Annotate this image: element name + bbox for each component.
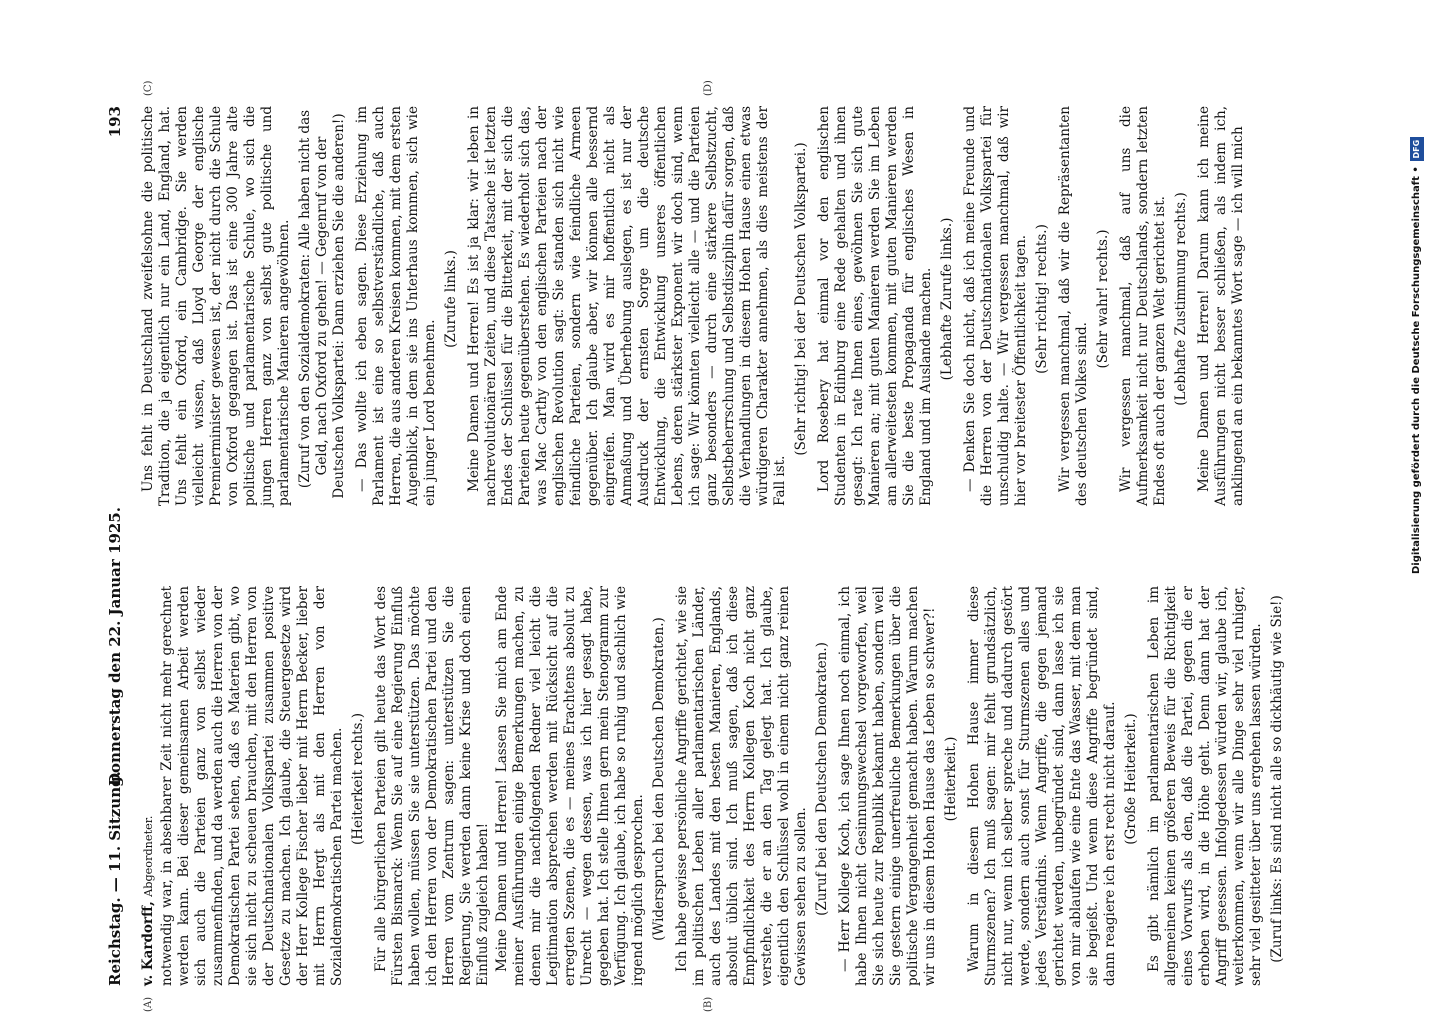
scanned-page — [100, 80, 1285, 1012]
paragraph: Für alle bürgerlichen Parteien gilt heute das Wort des Fürsten Bismarck: Wenn Sie auf eine Regierung Einfluß haben wollen, müssen Sie sie unterstützen. Das möchte ich den Herren von der Demokratischen Partei und den Herren vom Zentrum sagen: unterstützen Sie die Regierung, Sie werden dann keine Krise und doch einen Einfluß zugleich haben! — [373, 586, 491, 986]
paragraph: Wir vergessen manchmal, daß auf uns die Aufmerksamkeit nicht nur Deutschlands, sondern letzten Endes oft auch der ganzen Welt gerichtet ist. — [1118, 106, 1168, 506]
marginal-d: (D) — [703, 80, 714, 96]
paragraph: — Das wollte ich eben sagen. Diese Erziehung im Parlament ist eine so selbstverständliche, daß auch Herren, die aus anderen Kreisen kommen, mit dem ersten Augenblick, in dem sie ins Unterhaus kommen, sich wie ein junger Lord benehmen. — [354, 106, 438, 506]
paragraph: — Herr Kollege Koch, ich sage Ihnen noch einmal, ich habe Ihnen nicht Gesinnungswechsel vorgeworfen, weil Sie sich heute zur Republik bekannt haben, sondern weil Sie gestern einige unerfreuliche Bemerkungen über die politische Vergangenheit gemacht haben. Warum machen wir uns in diesem Hohen Hause das Leben so schwer?! — [837, 586, 938, 986]
interjection: (Widerspruch bei den Deutschen Demokraten.) — [651, 617, 667, 941]
page-header — [100, 106, 130, 986]
marginal-c: (C) — [143, 80, 154, 96]
paragraph: notwendig war, in absehbarer Zeit nicht mehr gerechnet werden kann. Bei dieser gemeinsamen Arbeit werden sich auch die Parteien ganz von selbst wieder zusammenfinden, und da werden auch die Herren von der Demokratischen Partei sehen, daß es Materien gibt, wo sie sich nicht zu scheuen brauchen, mit den Herren von der Deutschnationalen Volkspartei zusammen positive Gesetze zu machen. Ich glaube, die Steuergesetze wird der Herr Kollege Fischer lieber mit Herrn Becker, lieber mit Herrn Hergt als mit den Herren von der Sozialdemokratischen Partei machen. — [159, 586, 345, 986]
dfg-sidebar — [1404, 10, 1434, 990]
paragraph: Uns fehlt in Deutschland zweifelsohne die politische Tradition, die ja eigentlich nur ein Land, England, hat. Uns fehlt ein Oxford, ein Cambridge. Sie werden vielleicht wissen, daß Lloyd George der englische Premierminister gewesen ist, der nicht durch die Schule von Oxford gegangen ist. Das ist eine 300 Jahre alte politische und parlamentarische Schule, wo sich die jungen Herren ganz von selbst gute politische und parlamentarische Manieren angewöhnen. — [140, 106, 292, 506]
speaker-role: Abgeordneter. — [142, 815, 155, 897]
interjection: (Sehr richtig! rechts.) — [1034, 224, 1050, 374]
header-date: Donnerstag den 22. Januar 1925. — [106, 507, 124, 786]
paragraph: Lord Rosebery hat einmal vor den englischen Studenten in Edinburg eine Rede gehalten und ihnen gesagt: Ich rate Ihnen eines, gewöhnen Sie sich gute Manieren an; mit guten Manieren werden Sie im Leben am allerweitesten kommen, mit guten Manieren werden Sie die beste Propaganda für englisches Wesen in England und im Auslande machen. — [816, 106, 934, 506]
interjection: (Sehr richtig! bei der Deutschen Volkspartei.) — [793, 142, 809, 456]
right-column — [140, 80, 1280, 506]
interjection: (Lebhafte Zustimmung rechts.) — [1173, 192, 1189, 406]
paragraph: Meine Damen und Herren! Darum kann ich meine Ausführungen nicht besser schließen, als indem ich, anklingend an ein bekanntes Wort sage — ich will mich — [1196, 106, 1246, 506]
paragraph: Meine Damen und Herren! Lassen Sie mich am Ende meiner Ausführungen einige Bemerkungen machen, zu denen mir die nachfolgenden Redner viel leicht die Legitimation absprechen werden mit Rücksicht auf die erregten Szenen, die es — meines Erachtens absolut zu Unrecht — wegen dessen, was ich hier gesagt habe, gegeben hat. Ich stelle Ihnen gern mein Stenogramm zur Verfügung. Ich glaube, ich habe so ruhig und sachlich wie irgend möglich gesprochen. — [494, 586, 646, 986]
interjection: (Heiterkeit rechts.) — [350, 712, 366, 846]
paragraph: Es gibt nämlich im parlamentarischen Leben im allgemeinen keinen größeren Beweis für die Richtigkeit eines Vorwurfs als den, daß die Partei, gegen die er erhoben wird, in die Höhe geht. Denn dann hat der Angriff gesessen. Infolgedessen würden wir, glaube ich, weiterkommen, wenn wir alle Dinge sehr viel ruhiger, sehr viel gesitteter über uns ergehen lassen würden. — [1146, 586, 1264, 986]
interjection: (Zuruf von den Sozialdemokraten: Alle haben nicht das Geld, nach Oxford zu gehen! — Gegenruf von der Deutschen Volkspartei: Dann erziehen Sie die anderen!) — [297, 109, 347, 499]
interjection: (Zuruf links: Es sind nicht alle so dickhäutig wie Sie!) — [1269, 595, 1285, 963]
left-column — [140, 586, 1285, 1012]
paragraph: — Denken Sie doch nicht, daß ich meine Freunde und die Herren von der Deutschnationalen Volkspartei für unschuldig halte. — Wir vergessen manchmal, daß wir hier vor breitester Öffentlichkeit tagen. — [962, 106, 1029, 506]
speaker-name: v. Kardorff, — [140, 901, 156, 986]
header-left: Reichstag. — 11. Sitzung. — [106, 771, 124, 986]
interjection: (Heiterkeit.) — [943, 736, 959, 822]
page-body — [140, 80, 1285, 1012]
interjection: (Große Heiterkeit.) — [1123, 713, 1139, 845]
paragraph: Ich habe gewisse persönliche Angriffe gerichtet, wie sie im politischen Leben aller parlamentarischen Länder, auch des Landes mit den besten Manieren, Englands, absolut üblich sind. Ich muß sagen, daß ich diese Empfindlichkeit des Herrn Kollegen Koch nicht ganz verstehe, die er an den Tag gelegt hat. Ich glaube, eigentlich den Schlüssel wohl in einem nicht ganz reinen Gewissen sehen zu sollen. — [674, 586, 809, 986]
speaker-line — [140, 586, 157, 986]
dfg-sidebar-inner — [1406, 14, 1430, 574]
interjection: (Sehr wahr! rechts.) — [1095, 229, 1111, 369]
paragraph: Meine Damen und Herren! Es ist ja klar: wir leben in nachrevolutionären Zeiten, und diese Tatsache ist letzten Endes der Schlüssel für die Bitterkeit, mit der sich die Parteien heute gegenüberstehen. Es wiederholt sich das, was Mac Carthy von den englischen Parteien nach der englischen Revolution sagt: Sie standen sich nicht wie feindliche Parteien, sondern wie feindliche Armeen gegenüber. Ich glaube aber, wir können alle bessernd eingreifen. Man wird es mir hoffentlich nicht als Anmaßung und Überhebung auslegen, es ist nur der Ausdruck der ernsten Sorge um die deutsche Entwicklung, die Entwicklung unseres öffentlichen Lebens, deren stärkster Exponent wir doch sind, wenn ich sage: Wir könnten vielleicht alle — und die Parteien ganz besonders — durch eine stärkere Selbstzucht, Selbstbeherrschung und Selbstdisziplin dafür sorgen, daß die Verhandlungen in diesem Hohen Hause einen etwas würdigeren Charakter annehmen, als dies meistens der Fall ist. — [466, 106, 788, 506]
paragraph: Warum in diesem Hohen Hause immer diese Sturmszenen? Ich muß sagen: mir fehlt grundsätzlich, nicht nur, wenn ich selber spreche und dadurch gestört werde, sondern auch sonst für Sturmszenen alles und jedes Verständnis. Wenn Angriffe, die gegen jemand gerichtet werden, unbegründet sind, dann lasse ich sie von mir ablaufen wie eine Ente das Wasser, mit dem man sie begießt. Und wenn diese Angriffe begründet sind, dann reagiere ich erst recht nicht darauf. — [966, 586, 1118, 986]
marginal-b: (B) — [703, 996, 714, 1012]
interjection: (Lebhafte Zurufe links.) — [939, 217, 955, 381]
interjection: (Zuruf bei den Deutschen Demokraten.) — [814, 642, 830, 916]
paragraph: Wir vergessen manchmal, daß wir die Repräsentanten des deutschen Volkes sind. — [1057, 106, 1090, 506]
page-number: 193 — [106, 106, 124, 138]
dfg-logo: DFG — [1410, 137, 1424, 161]
marginal-a: (A) — [143, 996, 154, 1012]
dfg-funding-note: Digitalisierung gefördert durch die Deutsche Forschungsgemeinschaft • — [1411, 166, 1422, 574]
interjection: (Zurufe links.) — [443, 250, 459, 348]
